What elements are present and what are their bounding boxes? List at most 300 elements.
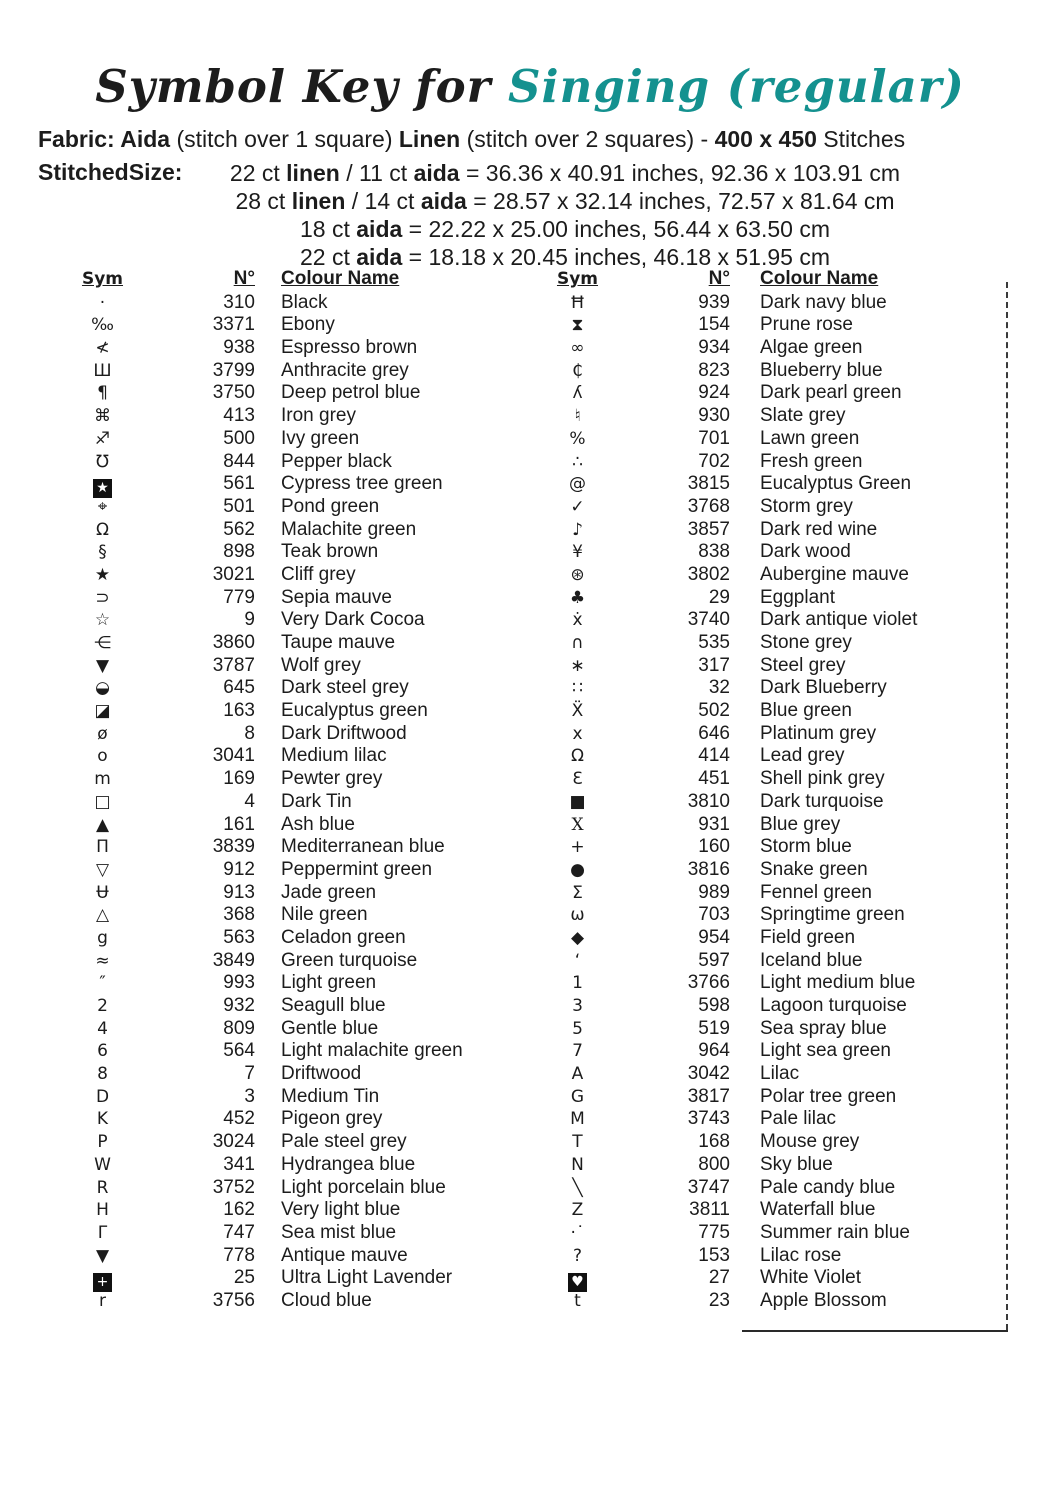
- stitched-size-line: [185, 243, 945, 271]
- header-number: N°: [708, 268, 730, 289]
- header-sym: Sym: [81, 269, 124, 289]
- symbol-cell: [65, 836, 140, 859]
- text-segment: = 36.36 x 40.91 inches, 92.36 x 103.91 cm: [459, 160, 901, 186]
- table-row: [65, 904, 530, 927]
- symbol-key-table-left: [65, 268, 530, 1313]
- stitch-symbol: ⋲: [94, 633, 111, 653]
- symbol-cell: [545, 1063, 610, 1086]
- thread-number-cell: 747: [223, 1221, 255, 1243]
- stitch-symbol: ⌖: [97, 496, 108, 517]
- text-segment: aida: [413, 160, 460, 186]
- colour-name-cell: Snake green: [760, 858, 868, 880]
- thread-number-cell: 163: [223, 700, 255, 722]
- text-segment: / 11 ct: [339, 160, 414, 186]
- stitch-symbol: Π: [96, 837, 109, 858]
- table-row: [65, 292, 530, 315]
- colour-name-cell: Field green: [760, 926, 856, 948]
- symbol-cell: [545, 382, 610, 405]
- symbol-cell: [545, 700, 610, 723]
- thread-number-cell: 3747: [687, 1176, 730, 1198]
- table-row: [65, 609, 530, 632]
- table-row: [65, 541, 530, 564]
- stitch-symbol: ♐: [94, 428, 111, 449]
- colour-name-cell: Lilac: [760, 1063, 800, 1085]
- table-row: [65, 1131, 530, 1154]
- thread-number-cell: 930: [698, 405, 730, 427]
- thread-number-cell: 3810: [687, 790, 730, 812]
- stitch-symbol: ?: [572, 1245, 583, 1266]
- thread-number-cell: 3849: [212, 949, 255, 971]
- table-row: [65, 451, 530, 474]
- thread-number-cell: 3857: [687, 518, 730, 540]
- stitch-symbol: ⊛: [570, 564, 585, 585]
- table-row: [545, 1108, 1010, 1131]
- thread-number-cell: 4: [244, 790, 255, 812]
- thread-number-cell: 993: [223, 972, 255, 994]
- colour-name-cell: Pale candy blue: [760, 1176, 896, 1198]
- thread-number-cell: 3787: [212, 654, 255, 676]
- colour-name-cell: Polar tree green: [760, 1085, 897, 1107]
- table-row: [65, 519, 530, 542]
- table-row: [545, 609, 1010, 632]
- table-row: [65, 428, 530, 451]
- symbol-cell: [65, 428, 140, 451]
- thread-number-cell: 989: [698, 881, 730, 903]
- table-row: [545, 1154, 1010, 1177]
- symbol-cell: [65, 1267, 140, 1292]
- stitch-symbol: +: [570, 837, 585, 858]
- symbol-cell: [65, 1199, 140, 1222]
- colour-name-cell: Sea mist blue: [281, 1221, 397, 1243]
- colour-name-cell: Peppermint green: [281, 858, 433, 880]
- thread-number-cell: 3860: [212, 632, 255, 653]
- thread-number-cell: 341: [223, 1153, 255, 1175]
- stitch-symbol: 4: [97, 1018, 108, 1039]
- stitch-symbol: G: [570, 1086, 585, 1107]
- thread-number-cell: 3740: [687, 609, 730, 631]
- table-row: [545, 292, 1010, 315]
- symbol-cell: [545, 882, 610, 905]
- stitch-symbol: Γ: [97, 1222, 108, 1243]
- stitch-symbol: ∗: [570, 655, 585, 676]
- text-segment: 400 x 450: [714, 126, 817, 152]
- symbol-cell: [65, 587, 140, 610]
- colour-name-cell: Ebony: [281, 314, 335, 336]
- table-row: [545, 791, 1010, 814]
- colour-name-cell: Lagoon turquoise: [760, 995, 907, 1016]
- colour-name-cell: Sky blue: [760, 1153, 833, 1175]
- table-row: [545, 882, 1010, 905]
- colour-name-cell: Stone grey: [760, 632, 852, 653]
- symbol-cell: [65, 814, 140, 837]
- thread-number-cell: 3024: [212, 1131, 255, 1153]
- symbol-cell: [65, 972, 140, 995]
- thread-number-cell: 413: [223, 405, 255, 427]
- symbol-cell: [545, 473, 610, 496]
- colour-name-cell: Pigeon grey: [281, 1108, 383, 1130]
- stitch-symbol: ·˙: [570, 1222, 585, 1243]
- symbol-cell: [65, 1290, 140, 1313]
- colour-name-cell: Seagull blue: [281, 995, 386, 1016]
- table-row: [65, 995, 530, 1018]
- thread-number-cell: 502: [698, 700, 730, 722]
- stitch-symbol: ∴: [572, 451, 583, 472]
- symbol-cell: [545, 836, 610, 859]
- stitched-size-line: [185, 187, 945, 215]
- colour-name-cell: Taupe mauve: [281, 632, 396, 653]
- stitch-symbol: M: [570, 1109, 585, 1130]
- text-segment: Fabric: Aida: [38, 126, 171, 152]
- stitch-symbol: △: [95, 905, 110, 926]
- symbol-cell: [545, 1040, 610, 1063]
- table-row: [545, 405, 1010, 428]
- table-row: [65, 1245, 530, 1268]
- symbol-cell: [545, 1086, 610, 1109]
- stitch-symbol: ■: [569, 791, 586, 812]
- table-row: [65, 859, 530, 882]
- colour-name-cell: Dark Tin: [281, 790, 352, 812]
- colour-name-cell: Wolf grey: [281, 654, 361, 676]
- symbol-cell: [65, 496, 140, 519]
- symbol-cell: [545, 814, 610, 837]
- stitch-symbol: ◆: [570, 927, 585, 948]
- colour-name-cell: Eggplant: [760, 586, 836, 608]
- thread-number-cell: 154: [698, 314, 730, 336]
- thread-number-cell: 913: [223, 881, 255, 903]
- text-segment: linen: [286, 160, 340, 186]
- stitch-symbol: @: [569, 474, 586, 495]
- colour-name-cell: Sea spray blue: [760, 1017, 887, 1039]
- symbol-cell: [65, 519, 140, 542]
- colour-name-cell: Pond green: [281, 495, 380, 517]
- stitch-symbol: ⊃: [95, 587, 110, 608]
- table-header-row: [545, 268, 1010, 291]
- colour-name-cell: Storm blue: [760, 836, 852, 858]
- thread-number-cell: 702: [698, 450, 730, 472]
- symbol-cell: [545, 1199, 610, 1222]
- thread-number-cell: 162: [223, 1199, 255, 1221]
- table-row: [65, 836, 530, 859]
- colour-name-cell: Nile green: [281, 904, 368, 926]
- symbol-cell: [545, 768, 610, 791]
- colour-name-cell: Fennel green: [760, 881, 872, 903]
- colour-name-cell: Dark Blueberry: [760, 677, 887, 699]
- table-row: [545, 473, 1010, 496]
- stitch-symbol: r: [99, 1290, 106, 1311]
- thread-number-cell: 564: [223, 1040, 255, 1062]
- symbol-cell: [545, 1222, 610, 1245]
- stitch-symbol: ẋ: [572, 610, 583, 631]
- table-row: [65, 927, 530, 950]
- stitch-symbol: ●: [570, 859, 585, 880]
- thread-number-cell: 3766: [687, 972, 730, 994]
- stitch-symbol: ‰: [91, 315, 114, 336]
- table-body-left: [65, 292, 530, 1313]
- colour-name-cell: Platinum grey: [760, 722, 877, 744]
- stitch-symbol: Ẍ: [571, 701, 584, 722]
- table-row: [545, 836, 1010, 859]
- stitch-symbol: D: [95, 1086, 110, 1107]
- colour-name-cell: Pepper black: [281, 450, 392, 472]
- colour-name-cell: Eucalyptus Green: [760, 473, 912, 495]
- thread-number-cell: 169: [223, 768, 255, 790]
- stitch-symbol: ʎ: [572, 383, 583, 404]
- symbol-cell: [65, 314, 140, 337]
- colour-name-cell: Espresso brown: [281, 337, 418, 359]
- thread-number-cell: 924: [698, 382, 730, 404]
- symbol-cell: [545, 791, 610, 814]
- thread-number-cell: 931: [698, 813, 730, 835]
- table-row: [65, 950, 530, 973]
- table-row: [545, 723, 1010, 746]
- table-row: [65, 337, 530, 360]
- table-row: [545, 496, 1010, 519]
- stitch-symbol: Ɛ: [572, 769, 583, 790]
- stitch-symbol: 2: [97, 996, 108, 1016]
- stitch-symbol: ◒: [95, 678, 110, 699]
- text-segment: 28 ct: [235, 188, 292, 214]
- table-row: [545, 541, 1010, 564]
- thread-number-cell: 823: [698, 359, 730, 381]
- stitch-symbol: ♣: [569, 587, 586, 608]
- table-row: [545, 1086, 1010, 1109]
- text-segment: Linen: [398, 126, 461, 152]
- stitch-symbol: +: [93, 1273, 112, 1292]
- table-row: [65, 1177, 530, 1200]
- symbol-cell: [65, 791, 140, 814]
- stitch-symbol: Ш: [93, 360, 112, 381]
- stitch-symbol: ø: [97, 723, 108, 744]
- table-row: [545, 1063, 1010, 1086]
- table-row: [545, 428, 1010, 451]
- thread-number-cell: 8: [244, 722, 255, 744]
- table-header-row: [65, 268, 530, 291]
- colour-name-cell: Blueberry blue: [760, 359, 883, 381]
- table-row: [65, 632, 530, 655]
- colour-name-cell: Shell pink grey: [760, 768, 885, 790]
- thread-number-cell: 153: [698, 1244, 730, 1266]
- colour-name-cell: Fresh green: [760, 450, 863, 472]
- stitch-symbol: 6: [97, 1041, 108, 1062]
- table-row: [545, 814, 1010, 837]
- page-title-pattern-name: Singing (regular): [508, 60, 965, 113]
- symbol-cell: [545, 609, 610, 632]
- colour-name-cell: Apple Blossom: [760, 1289, 887, 1311]
- thread-number-cell: 3802: [687, 563, 730, 585]
- colour-name-cell: Ivy green: [281, 427, 360, 449]
- colour-name-cell: Dark red wine: [760, 518, 878, 540]
- table-row: [65, 1222, 530, 1245]
- thread-number-cell: 844: [223, 450, 255, 472]
- colour-name-cell: Blue grey: [760, 813, 841, 835]
- text-segment: = 28.57 x 32.14 inches, 72.57 x 81.64 cm: [466, 188, 895, 214]
- thread-number-cell: 646: [698, 722, 730, 744]
- symbol-cell: [545, 745, 610, 768]
- stitch-symbol: X: [571, 814, 584, 835]
- colour-name-cell: Medium Tin: [281, 1085, 380, 1107]
- table-row: [65, 1063, 530, 1086]
- thread-number-cell: 3750: [212, 382, 255, 404]
- table-row: [545, 360, 1010, 383]
- symbol-cell: [545, 904, 610, 927]
- stitched-size-line: [185, 215, 945, 243]
- thread-number-cell: 451: [698, 768, 730, 790]
- thread-number-cell: 23: [708, 1289, 730, 1311]
- text-segment: 22 ct: [229, 160, 287, 186]
- symbol-cell: [545, 995, 610, 1018]
- thread-number-cell: 9: [244, 609, 255, 631]
- header-colour-name: Colour Name: [760, 268, 879, 289]
- colour-name-cell: Slate grey: [760, 405, 846, 427]
- thread-number-cell: 32: [708, 677, 730, 699]
- stitch-symbol: ¥: [572, 542, 583, 563]
- stitch-symbol: o: [97, 746, 108, 767]
- table-row: [65, 700, 530, 723]
- thread-number-cell: 3817: [687, 1085, 730, 1107]
- stitched-size-lines: [185, 159, 945, 271]
- colour-name-cell: Aubergine mauve: [760, 563, 909, 585]
- symbol-key-table-right: [545, 268, 1010, 1313]
- colour-name-cell: Teak brown: [281, 541, 379, 563]
- text-segment: 18 ct: [300, 216, 357, 242]
- stitch-symbol: m: [94, 769, 111, 790]
- symbol-cell: [65, 1222, 140, 1245]
- colour-name-cell: Eucalyptus green: [281, 700, 428, 722]
- stitch-symbol: ▽: [95, 859, 110, 880]
- stitch-symbol: 8: [97, 1064, 108, 1085]
- table-row: [65, 360, 530, 383]
- table-row: [545, 632, 1010, 655]
- stitch-symbol: ▼: [95, 1245, 110, 1266]
- symbol-cell: [65, 927, 140, 950]
- stitch-symbol: g: [97, 927, 108, 948]
- stitch-symbol: ♥: [568, 1273, 587, 1292]
- colour-name-cell: Lilac rose: [760, 1244, 842, 1266]
- thread-number-cell: 3756: [212, 1289, 255, 1311]
- symbol-cell: [545, 1131, 610, 1154]
- symbol-cell: [545, 1018, 610, 1041]
- symbol-cell: [65, 677, 140, 700]
- stitch-symbol: Z: [571, 1200, 584, 1221]
- colour-name-cell: Lawn green: [760, 427, 860, 449]
- stitch-symbol: 3: [572, 996, 583, 1016]
- thread-number-cell: 161: [223, 813, 255, 835]
- table-row: [65, 1290, 530, 1313]
- colour-name-cell: Lead grey: [760, 745, 845, 767]
- symbol-cell: [65, 995, 140, 1018]
- symbol-cell: [545, 587, 610, 610]
- colour-name-cell: Mediterranean blue: [281, 836, 445, 858]
- stitch-symbol: W: [94, 1154, 111, 1175]
- symbol-cell: [545, 950, 610, 973]
- table-row: [65, 791, 530, 814]
- stitch-symbol: ≮: [95, 338, 110, 359]
- table-row: [545, 1290, 1010, 1313]
- thread-number-cell: 3042: [687, 1063, 730, 1085]
- table-row: [545, 677, 1010, 700]
- symbol-cell: [65, 1177, 140, 1200]
- thread-number-cell: 3743: [687, 1108, 730, 1130]
- thread-number-cell: 778: [223, 1244, 255, 1266]
- colour-name-cell: Cliff grey: [281, 563, 356, 585]
- symbol-cell: [545, 496, 610, 519]
- table-row: [65, 814, 530, 837]
- colour-name-cell: Dark wood: [760, 541, 851, 563]
- thread-number-cell: 597: [698, 949, 730, 971]
- thread-number-cell: 701: [698, 427, 730, 449]
- table-row: [65, 405, 530, 428]
- colour-name-cell: Dark steel grey: [281, 677, 409, 699]
- thread-number-cell: 3371: [212, 314, 255, 336]
- symbol-cell: [545, 655, 610, 678]
- thread-number-cell: 3768: [687, 495, 730, 517]
- thread-number-cell: 3021: [212, 563, 255, 585]
- thread-number-cell: 3752: [212, 1176, 255, 1198]
- thread-number-cell: 800: [698, 1153, 730, 1175]
- text-segment: Stitches: [816, 126, 906, 152]
- stitch-symbol: ⧗: [571, 315, 584, 336]
- stitch-symbol: ·: [99, 292, 106, 313]
- symbol-cell: [65, 473, 140, 498]
- symbol-cell: [545, 859, 610, 882]
- colour-name-cell: Malachite green: [281, 518, 417, 540]
- symbol-cell: [65, 382, 140, 405]
- stitch-symbol: ‘: [574, 950, 581, 971]
- table-row: [545, 451, 1010, 474]
- colour-name-cell: Iceland blue: [760, 949, 863, 971]
- stitch-symbol: 7: [572, 1041, 583, 1062]
- table-row: [545, 927, 1010, 950]
- symbol-cell: [65, 768, 140, 791]
- colour-name-cell: Ultra Light Lavender: [281, 1267, 453, 1289]
- colour-name-cell: Dark Driftwood: [281, 722, 407, 744]
- stitch-symbol: ☆: [94, 610, 111, 631]
- symbol-cell: [65, 1063, 140, 1086]
- symbol-cell: [545, 564, 610, 587]
- symbol-cell: [65, 451, 140, 474]
- header-colour-name: Colour Name: [281, 268, 400, 289]
- thread-number-cell: 3816: [687, 858, 730, 880]
- colour-name-cell: Cypress tree green: [281, 473, 443, 495]
- colour-name-cell: Deep petrol blue: [281, 382, 421, 404]
- colour-name-cell: Black: [281, 291, 328, 313]
- table-row: [545, 904, 1010, 927]
- symbol-cell: [65, 1086, 140, 1109]
- thread-number-cell: 27: [708, 1267, 730, 1289]
- thread-number-cell: 452: [223, 1108, 255, 1130]
- table-row: [545, 1267, 1010, 1290]
- table-body-right: [545, 292, 1010, 1313]
- text-segment: (stitch over 1 square): [170, 126, 399, 152]
- symbol-cell: [65, 723, 140, 746]
- colour-name-cell: Sepia mauve: [281, 586, 392, 608]
- text-segment: (stitch over 2 squares) -: [460, 126, 715, 152]
- thread-number-cell: 775: [698, 1221, 730, 1243]
- table-row: [65, 1108, 530, 1131]
- stitch-symbol: R: [96, 1177, 109, 1198]
- thread-number-cell: 779: [223, 586, 255, 608]
- table-row: [545, 314, 1010, 337]
- thread-number-cell: 3815: [687, 473, 730, 495]
- colour-name-cell: Light malachite green: [281, 1040, 463, 1062]
- stitch-symbol: ⌘: [94, 406, 111, 427]
- colour-name-cell: Storm grey: [760, 495, 853, 517]
- table-row: [65, 1040, 530, 1063]
- table-row: [65, 314, 530, 337]
- thread-number-cell: 25: [233, 1267, 255, 1289]
- thread-number-cell: 3839: [212, 836, 255, 858]
- fabric-info-line: [38, 126, 1028, 153]
